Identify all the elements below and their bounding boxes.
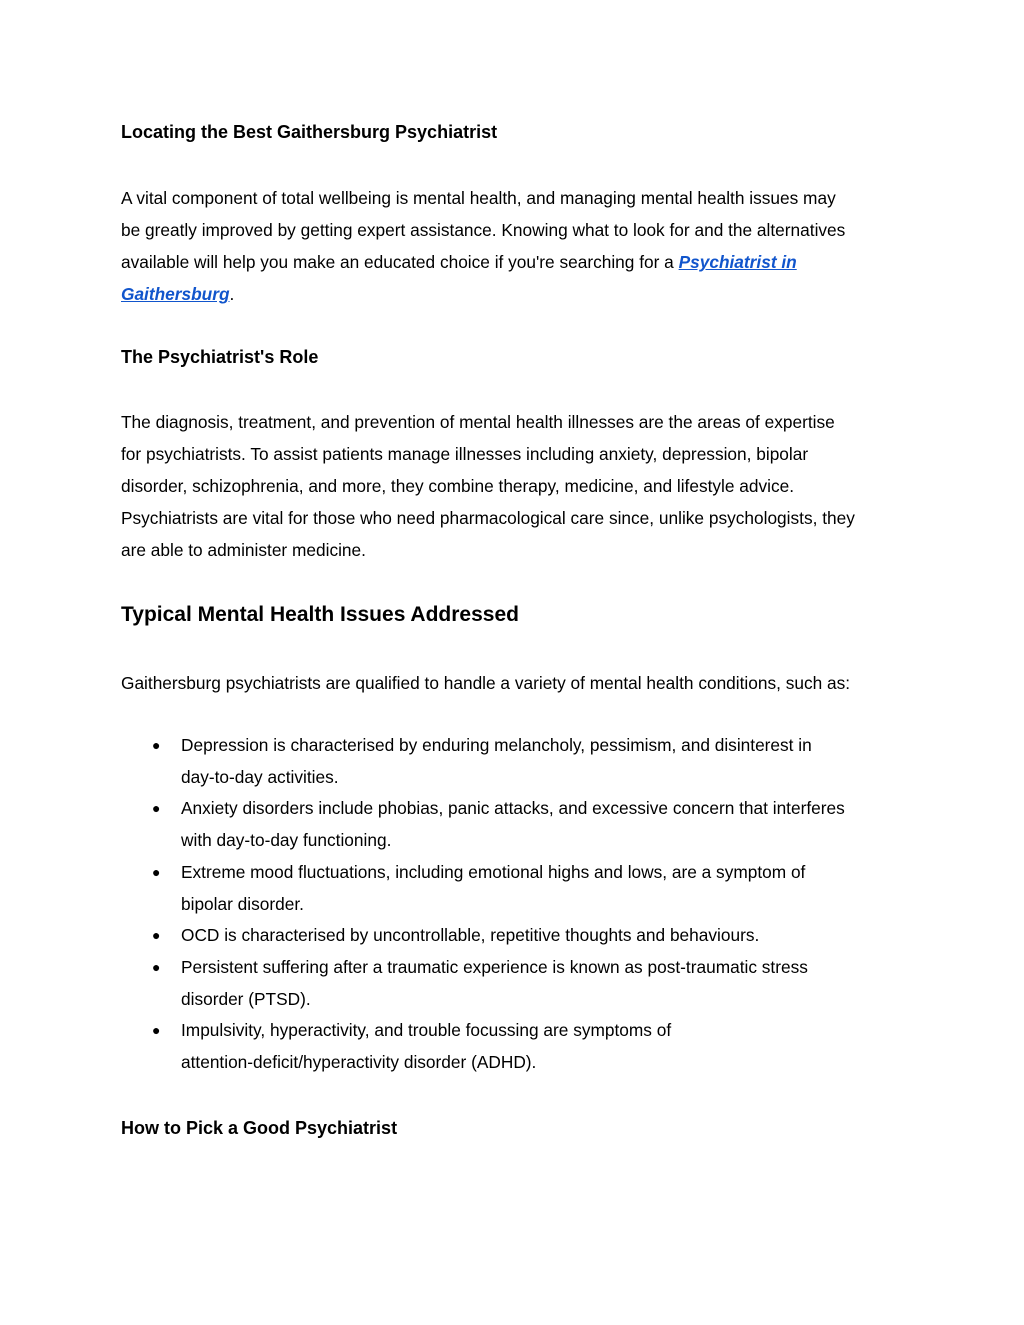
intro-line-3-text: available will help you make an educated choice if you're searching for a [121,252,679,272]
list-item-line: day-to-day activities. [181,766,339,787]
list-item [121,920,906,952]
list-item [121,730,906,793]
psychiatrist-link-part-1[interactable]: Psychiatrist in [678,252,797,272]
list-item-line: disorder (PTSD). [181,988,311,1009]
role-line-4: Psychiatrists are vital for those who need pharmacological care since, unlike psychologists, they [121,508,855,528]
conditions-list [121,730,906,1079]
issues-heading: Typical Mental Health Issues Addressed [121,603,519,626]
intro-paragraph [121,182,906,310]
role-paragraph [121,406,906,566]
list-item-line: OCD is characterised by uncontrollable, repetitive thoughts and behaviours. [181,925,760,946]
list-item-line: with day-to-day functioning. [181,830,392,851]
list-item [121,857,906,920]
list-item [121,1015,906,1078]
intro-line-2: be greatly improved by getting expert assistance. Knowing what to look for and the alternatives [121,220,846,240]
role-line-2: for psychiatrists. To assist patients manage illnesses including anxiety, depression, bipolar [121,444,809,464]
role-line-5: are able to administer medicine. [121,540,366,560]
bullet-icon: ● [152,863,161,880]
role-line-1: The diagnosis, treatment, and prevention of mental health illnesses are the areas of expertise [121,412,835,432]
bullet-icon: ● [152,737,161,753]
psychiatrist-link-part-2[interactable]: Gaithersburg [121,284,230,304]
list-item-line: attention-deficit/hyperactivity disorder (ADHD). [181,1052,537,1073]
issues-intro-line: Gaithersburg psychiatrists are qualified to handle a variety of mental health conditions, such as: [121,673,851,693]
pick-heading: How to Pick a Good Psychiatrist [121,1118,398,1138]
bullet-icon: ● [152,800,161,817]
list-item [121,793,906,856]
role-heading: The Psychiatrist's Role [121,347,319,367]
issues-intro [121,667,906,699]
page-title: Locating the Best Gaithersburg Psychiatrist [121,122,498,142]
list-item-line: bipolar disorder. [181,893,304,914]
list-item-line: Extreme mood fluctuations, including emotional highs and lows, are a symptom of [181,861,806,882]
intro-line-1: A vital component of total wellbeing is mental health, and managing mental health issues may [121,188,836,208]
bullet-icon: ● [152,958,161,975]
intro-line-4 [121,278,906,310]
list-item-line: Impulsivity, hyperactivity, and trouble focussing are symptoms of [181,1020,672,1041]
intro-line-3 [121,246,906,278]
list-item-line: Persistent suffering after a traumatic experience is known as post-traumatic stress [181,956,808,977]
list-item [121,952,906,1015]
list-item-line: Anxiety disorders include phobias, panic attacks, and excessive concern that interferes [181,798,845,819]
list-item-line: Depression is characterised by enduring melancholy, pessimism, and disinterest in [181,735,812,755]
role-line-3: disorder, schizophrenia, and more, they combine therapy, medicine, and lifestyle advice. [121,476,795,496]
bullet-icon: ● [152,927,161,944]
bullet-icon: ● [152,1022,161,1039]
intro-line-4-end: . [229,284,235,304]
